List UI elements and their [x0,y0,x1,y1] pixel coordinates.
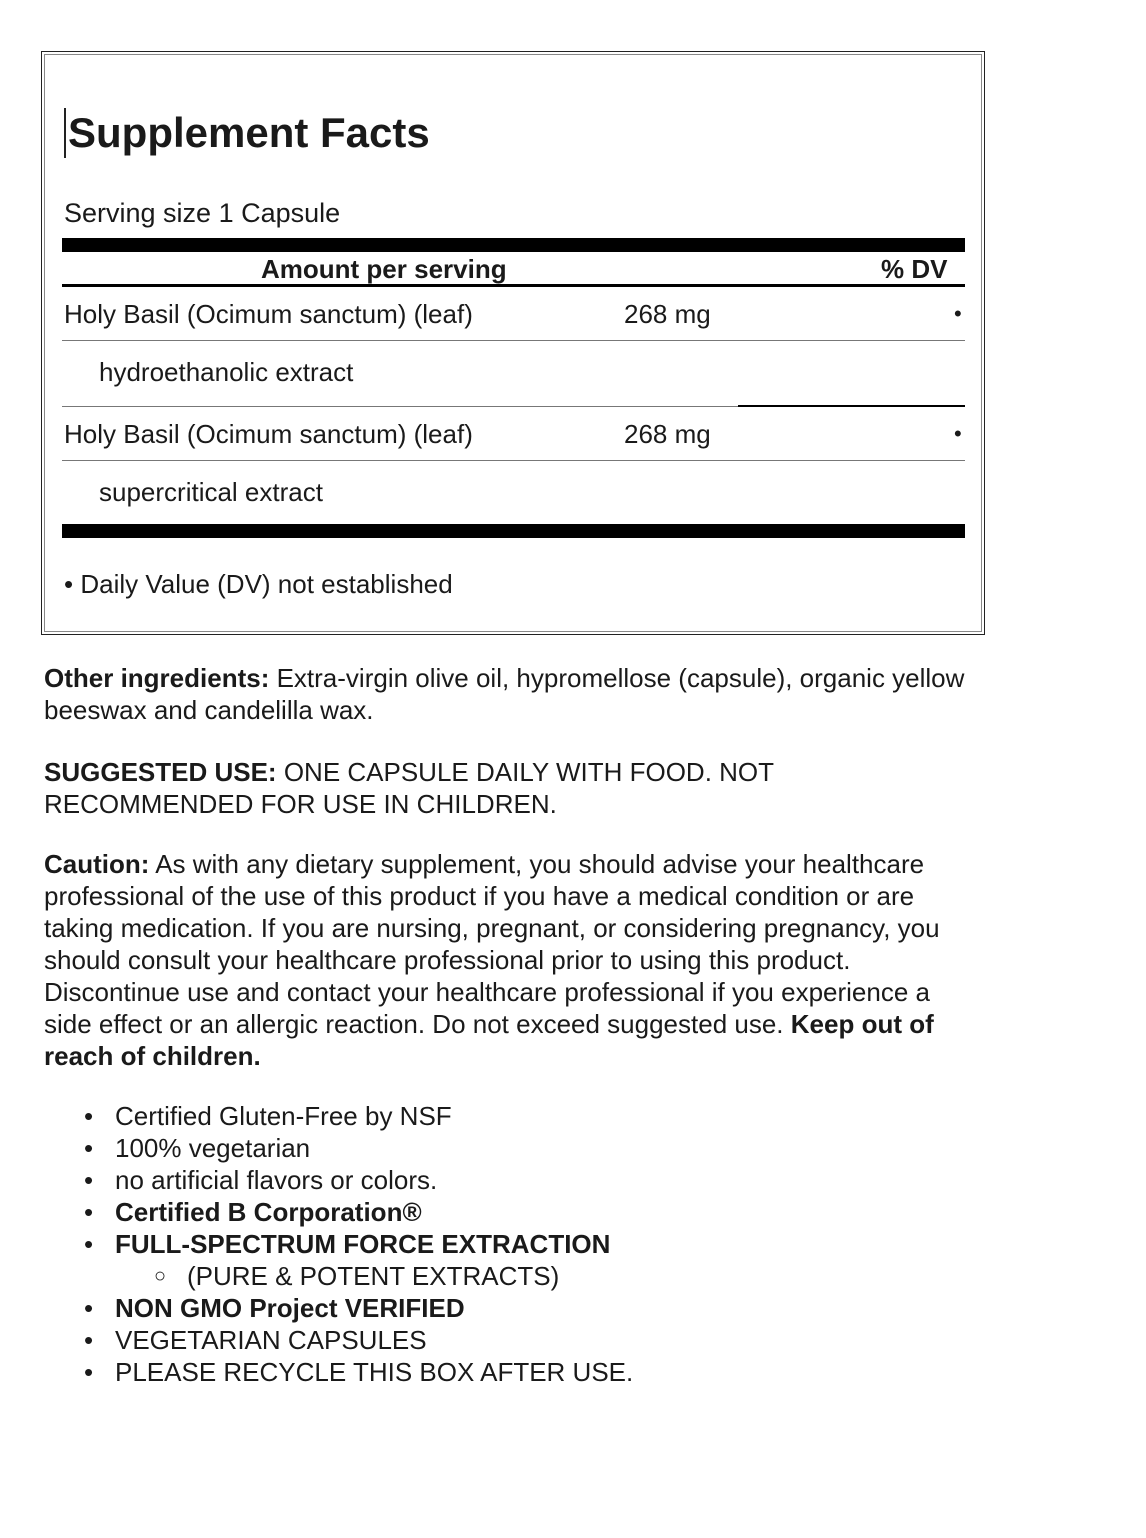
dv-footnote: • Daily Value (DV) not established [64,569,453,599]
caution-emphasis: Keep out of reach of children. [44,1009,934,1071]
header-dv: % DV [881,254,948,284]
other-ingredients-label: Other ingredients: [44,663,270,693]
caution-label: Caution: [44,849,150,879]
suggested-use-label: SUGGESTED USE: [44,757,277,787]
caution [44,848,984,1072]
dv-column-rule [738,405,965,407]
bullet-icon: • [84,1357,94,1387]
row-1-amount: 268 mg [624,299,711,329]
bullet-icon: • [84,1229,94,1259]
row-1-detail: hydroethanolic extract [99,357,354,387]
list-item: • PLEASE RECYCLE THIS BOX AFTER USE. [84,1357,634,1387]
list-item: • Certified B Corporation® [84,1197,422,1227]
feature-list [44,1100,633,1388]
list-item: • NON GMO Project VERIFIED [84,1293,465,1323]
list-item: • no artificial flavors or colors. [84,1165,438,1195]
other-ingredients-text: Extra-virgin olive oil, hypromellose (capsule), organic yellow beeswax and candelilla wax. [44,663,965,725]
row-2-dv: • [954,421,962,446]
row-2-rule [62,460,965,461]
list-item: • FULL-SPECTRUM FORCE EXTRACTION [84,1229,611,1259]
bottom-thick-rule [62,524,965,538]
row-2-name: Holy Basil (Ocimum sanctum) (leaf) [64,419,473,449]
bullet-icon: • [84,1325,94,1355]
suggested-use [44,756,904,820]
list-item: • VEGETARIAN CAPSULES [84,1325,427,1355]
row-1-dv: • [954,301,962,326]
facts-title: Supplement Facts [64,108,430,158]
sub-list-item: ○ (PURE & POTENT EXTRACTS) [154,1261,560,1291]
header-rule [62,284,965,287]
bullet-icon: • [84,1165,94,1195]
bullet-icon: • [84,1293,94,1323]
top-thick-rule [62,238,965,252]
circle-bullet-icon: ○ [154,1265,167,1287]
caution-text: As with any dietary supplement, you should advise your healthcare professional of the use of this product if you have a medical condition or are taking medication. If you are nursing, pregnant, or considering pregnancy, you should consult your healthcare professional prior to using this product. Discontinue use and contact your healthcare professional if you experience a side effect or an allergic reaction. Do not exceed suggested use. [44,849,940,1039]
suggested-use-text: ONE CAPSULE DAILY WITH FOOD. NOT RECOMMENDED FOR USE IN CHILDREN. [44,757,774,819]
row-1-rule [62,340,965,341]
other-ingredients [44,662,984,726]
list-item: • 100% vegetarian [84,1133,311,1163]
row-2-amount: 268 mg [624,419,711,449]
serving-size: Serving size 1 Capsule [64,198,341,228]
bullet-icon: • [84,1101,94,1131]
header-amount: Amount per serving [261,254,507,284]
row-1-name: Holy Basil (Ocimum sanctum) (leaf) [64,299,473,329]
row-2-detail: supercritical extract [99,477,323,507]
list-item: • Certified Gluten-Free by NSF [84,1101,452,1131]
bullet-icon: • [84,1197,94,1227]
bullet-icon: • [84,1133,94,1163]
